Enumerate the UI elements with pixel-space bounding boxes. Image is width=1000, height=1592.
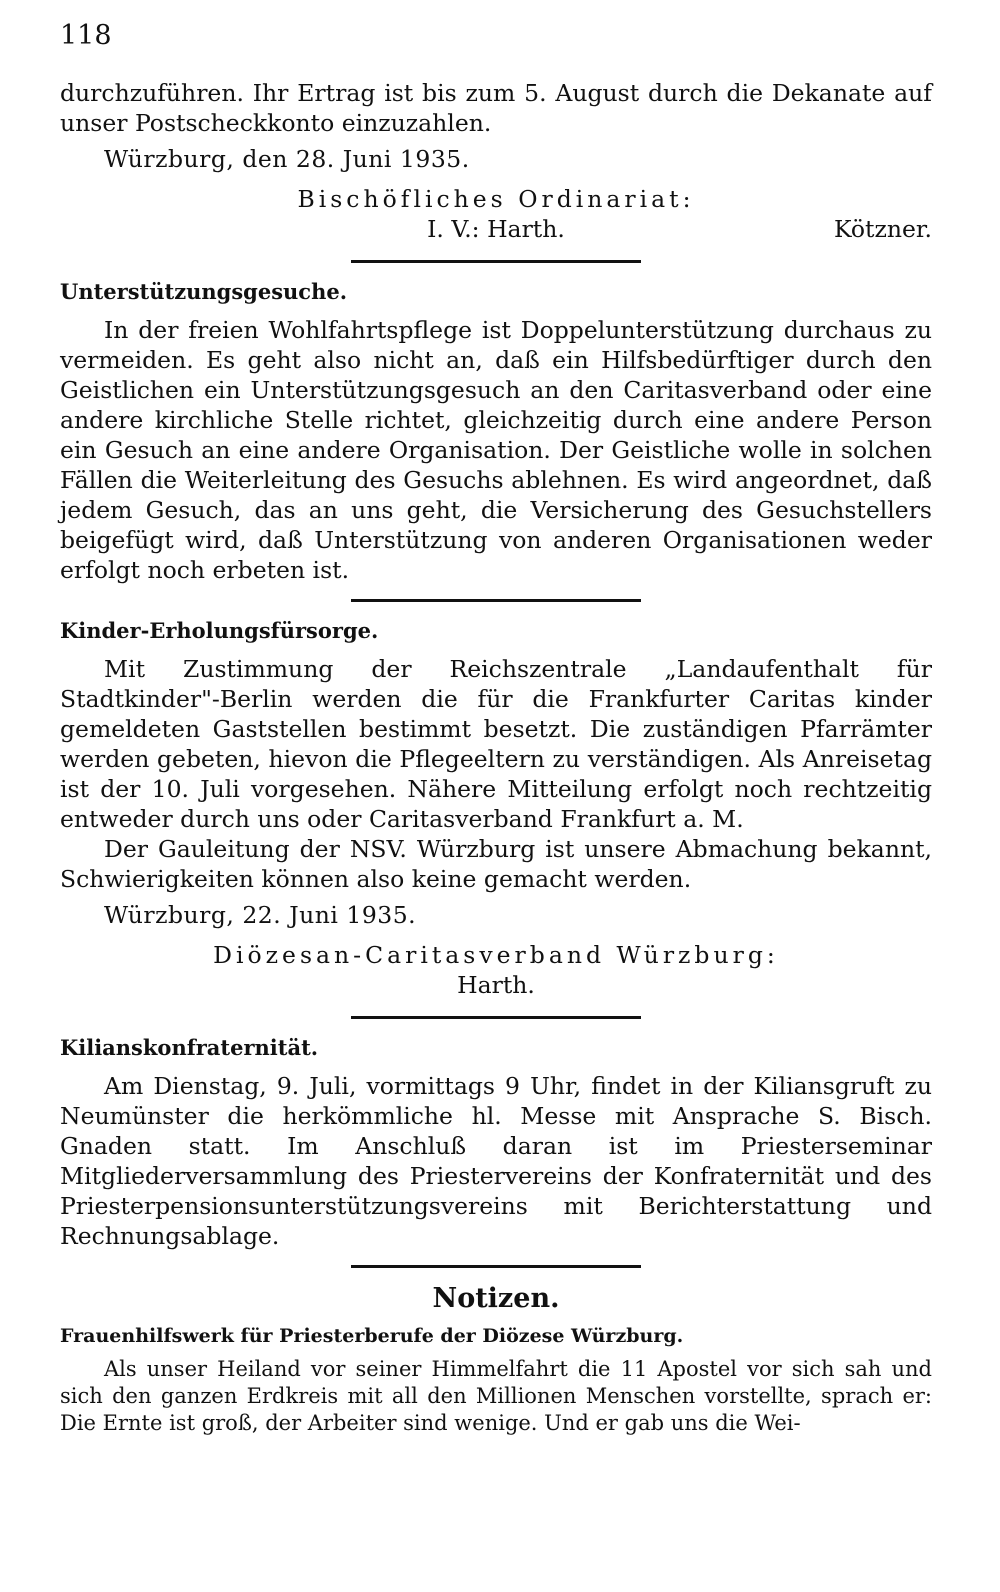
notizen-paragraph: Als unser Heiland vor seiner Himmelfahrt die 11 Apostel vor sich sah und sich den ganzen Erdkreis mit all den Millionen Menschen vorstellte, sprach er: Die Ernte ist groß, der Arbeiter sind wenige. Und er gab uns die Wei- (60, 1357, 932, 1435)
section-paragraph-kinder-1: Mit Zustimmung der Reichszentrale „Landaufenthalt für Stadtkinder"-Berlin werden die für die Frankfurter Caritas kinder gemeldeten Gaststellen bestimmt besetzt. Die zuständigen Pfarrämter werden gebeten, hievon die Pflegeeltern zu verständigen. Als Anreisetag ist der 10. Juli vorgesehen. Nähere Mitteilung erfolgt noch rechtzeitig entweder durch uns oder Caritasverband Frankfurt a. M. (60, 655, 932, 833)
section-divider (351, 599, 641, 602)
intro-date: Würzburg, den 28. Juni 1935. (104, 145, 470, 173)
page-body (60, 78, 932, 1437)
intro-signatures (60, 214, 932, 246)
signature-right: Kötzner. (833, 215, 932, 243)
section-divider (351, 260, 641, 263)
intro-organization: Bischöfliches Ordinariat: (297, 185, 695, 213)
signature-left: I. V.: Harth. (427, 215, 565, 243)
section-heading-kinder: Kinder-Erholungsfürsorge. (60, 618, 379, 643)
page-number: 118 (60, 20, 112, 51)
kinder-signature-row (60, 970, 932, 1002)
section-divider (351, 1016, 641, 1019)
intro-paragraph: durchzuführen. Ihr Ertrag ist bis zum 5. August durch die Dekanate auf unser Postscheckkonto einzuzahlen. (60, 79, 932, 137)
section-paragraph-kinder-2: Der Gauleitung der NSV. Würzburg ist unsere Abmachung bekannt, Schwierigkeiten können also keine gemacht werden. (60, 835, 932, 893)
notizen-title: Notizen. (432, 1283, 560, 1314)
kinder-signature: Harth. (457, 971, 535, 999)
section-heading-kilian: Kilianskonfraternität. (60, 1035, 319, 1060)
notizen-subheading: Frauenhilfswerk für Priesterberufe der Diözese Würzburg. (60, 1325, 684, 1347)
kinder-date: Würzburg, 22. Juni 1935. (104, 901, 417, 929)
section-paragraph-kilian: Am Dienstag, 9. Juli, vormittags 9 Uhr, findet in der Kiliansgruft zu Neumünster die herkömmliche hl. Messe mit Ansprache S. Bisch. Gnaden statt. Im Anschluß daran ist im Priesterseminar Mitgliederversammlung des Priestervereins der Konfraternität und des Priesterpensionsunterstützungsvereins mit Berichterstattung und Rechnungsablage. (60, 1072, 932, 1250)
section-heading-unterstuetzung: Unterstützungsgesuche. (60, 279, 348, 304)
section-paragraph-unterstuetzung: In der freien Wohlfahrtspflege ist Doppelunterstützung durchaus zu vermeiden. Es geht also nicht an, daß ein Hilfsbedürftiger durch den Geistlichen ein Unterstützungsgesuch an den Caritasverband oder eine andere kirchliche Stelle richtet, gleichzeitig durch eine andere Person ein Gesuch an eine andere Organisation. Der Geistliche wolle in solchen Fällen die Weiterleitung des Gesuchs ablehnen. Es wird angeordnet, daß jedem Gesuch, das an uns geht, die Versicherung des Gesuchstellers beigefügt wird, daß Unterstützung von anderen Organisationen weder erfolgt noch erbeten ist. (60, 316, 932, 584)
kinder-organization: Diözesan-Caritasverband Würzburg: (213, 941, 779, 969)
section-divider (351, 1265, 641, 1268)
